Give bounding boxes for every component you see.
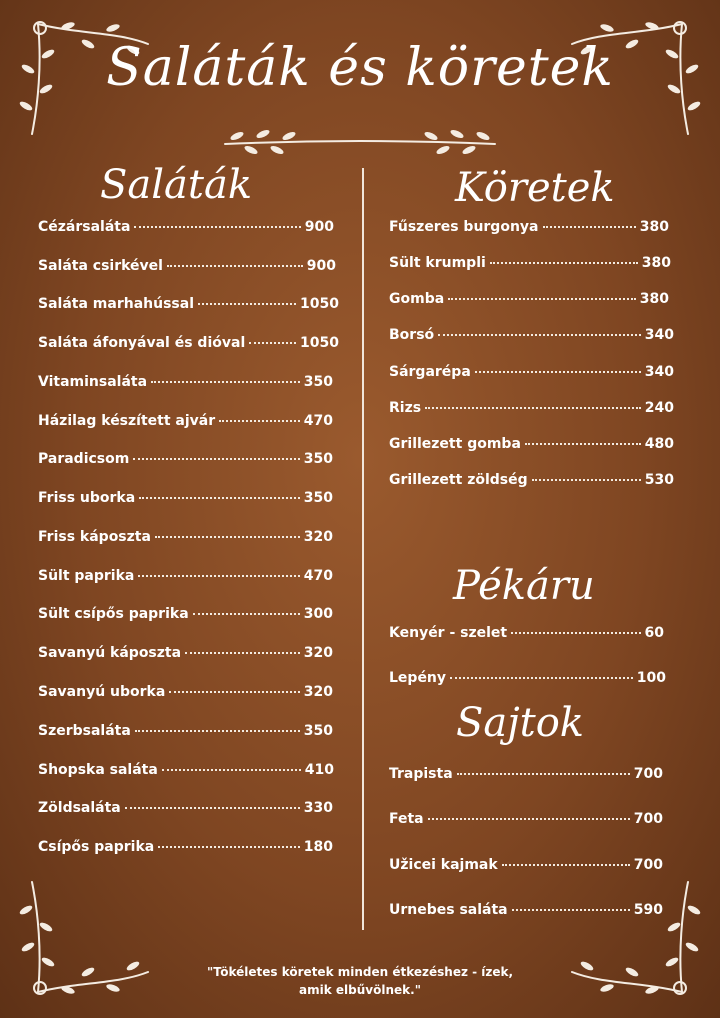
list-item: Fűszeres burgonya 380 [389, 219, 669, 235]
list-item: Urnebes saláta 590 [389, 902, 663, 918]
list-item: Sárgarépa 340 [389, 364, 674, 380]
list-item: Kenyér - szelet 60 [389, 625, 664, 641]
list-item: Savanyú káposzta 320 [38, 645, 333, 661]
page-title: Saláták és köretek [106, 38, 614, 98]
list-item: Saláta áfonyával és dióval 1050 [38, 335, 339, 351]
list-item: Friss uborka 350 [38, 490, 333, 506]
list-item: Friss káposzta 320 [38, 529, 333, 545]
list-item: Grillezett zöldség 530 [389, 472, 674, 488]
list-item: Trapista 700 [389, 766, 663, 782]
list-item: Grillezett gomba 480 [389, 436, 674, 452]
list-item: Csípős paprika 180 [38, 839, 333, 855]
list-item: Házilag készített ajvár 470 [38, 413, 333, 429]
footer-quote [0, 963, 720, 999]
list-item: Shopska saláta 410 [38, 762, 334, 778]
list-item: Zöldsaláta 330 [38, 800, 333, 816]
list-item: Szerbsaláta 350 [38, 723, 333, 739]
salads-heading: Saláták [100, 162, 253, 208]
list-item: Sült krumpli 380 [389, 255, 671, 271]
list-item: Sült csípős paprika 300 [38, 606, 333, 622]
sides-heading: Köretek [455, 165, 615, 211]
list-item: Cézársaláta 900 [38, 219, 334, 235]
list-item: Borsó 340 [389, 327, 674, 343]
list-item: Lepény 100 [389, 670, 666, 686]
list-item: Savanyú uborka 320 [38, 684, 333, 700]
list-item: Užicei kajmak 700 [389, 857, 663, 873]
list-item: Sült paprika 470 [38, 568, 333, 584]
list-item: Saláta csirkével 900 [38, 258, 336, 274]
list-item: Saláta marhahússal 1050 [38, 296, 339, 312]
list-item: Paradicsom 350 [38, 451, 333, 467]
title-laurel-ornament [215, 122, 505, 162]
footer-quote-line-1: "Tökéletes köretek minden étkezéshez - ízek, [206, 965, 514, 979]
cheeses-heading: Sajtok [456, 700, 585, 746]
list-item: Vitaminsaláta 350 [38, 374, 333, 390]
column-divider [362, 168, 364, 930]
list-item: Rizs 240 [389, 400, 674, 416]
bakery-heading: Pékáru [453, 563, 595, 609]
list-item: Feta 700 [389, 811, 663, 827]
list-item: Gomba 380 [389, 291, 669, 307]
footer-quote-line-2: amik elbűvölnek." [299, 983, 421, 997]
